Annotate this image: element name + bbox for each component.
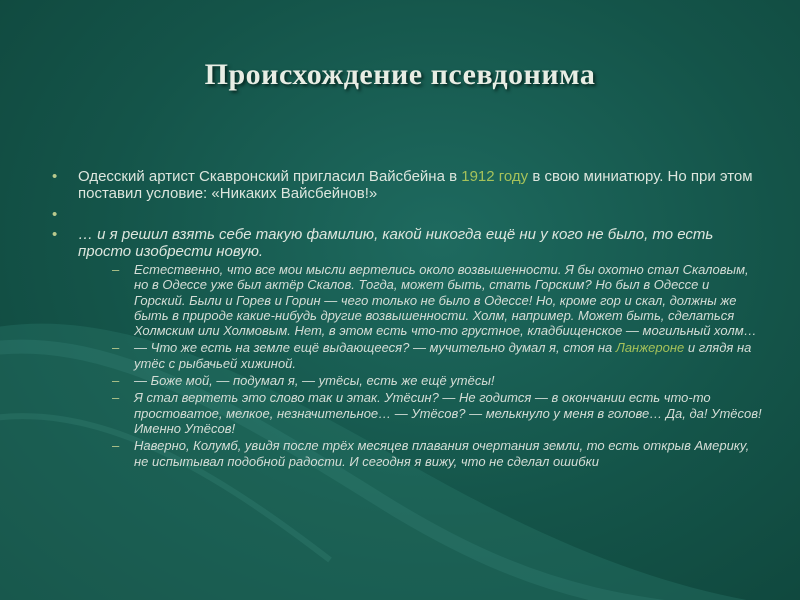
sub-marker: –: [112, 340, 120, 356]
quote-text-end: и глядя на утёс с рыбачьей хижиной.: [134, 340, 752, 371]
quote-item: [112, 438, 764, 469]
quote-text: — Боже мой, — подумал я, — утёсы, есть же ещё утёсы!: [134, 373, 495, 389]
bullet-invitation: [52, 168, 764, 202]
bullet-empty: [52, 206, 764, 223]
slide-title: Происхождение псевдонима: [204, 58, 596, 91]
slide-content: [52, 168, 764, 469]
sub-marker: –: [112, 390, 120, 406]
quote-text: Естественно, что все мои мысли вертелись около возвышенности. Я бы охотно стал Скаловым, но в Одессе уже был актёр Скалов. Тогда, может быть, стать Горским? Но был в Одессе и Горский. Были и Горев и Горин — чего только не было в Одессе! Но, кроме гор и скал, должны же быть в природе какие-нибудь другие возвышенности. Холм, например. Может быть, сделаться Холмским или Холмовым. Нет, в этом есть что-то грустное, кладбищенское — могильный холм…: [134, 262, 757, 339]
bullet-text: Одесский артист Скавронский пригласил Вайсбейна в: [78, 168, 462, 185]
sub-marker: –: [112, 438, 120, 454]
bullet-text: … и я решил взять себе такую фамилию, какой никогда ещё ни у кого не было, то есть просто изобрести новую.: [78, 226, 714, 260]
quote-item: [112, 373, 764, 388]
bullet-marker: •: [52, 226, 58, 243]
quote-text: — Что же есть на земле ещё выдающееся? — мучительно думал я, стоя на: [134, 340, 616, 356]
quote-text: Я стал вертеть это слово так и этак. Утёсин? — Не годится — в окончании есть что-то простоватое, мелкое, незначительное… — Утёсов? — мелькнуло у меня в голове… Да, да! Утёсов! Именно Утёсов!: [134, 390, 762, 436]
bullet-marker: •: [52, 168, 58, 185]
year-link[interactable]: 1912 году: [461, 168, 529, 185]
bullet-decision: [52, 226, 764, 260]
quote-item: [112, 262, 764, 338]
quote-text: Наверно, Колумб, увидя после трёх месяцев плавания очертания земли, то есть открыв Америку, не испытывал подобной радости. И сегодня я вижу, что не сделал ошибки: [134, 438, 750, 469]
quote-item: [112, 340, 764, 371]
sub-marker: –: [112, 262, 120, 277]
quote-item: [112, 390, 764, 436]
bullet-text-end: в свою миниатюру. Но при этом поставил условие: «Никаких Вайсбейнов!»: [78, 168, 753, 202]
langeron-link[interactable]: Ланжероне: [615, 340, 685, 356]
bullet-marker: •: [52, 206, 58, 223]
sub-marker: –: [112, 373, 120, 389]
